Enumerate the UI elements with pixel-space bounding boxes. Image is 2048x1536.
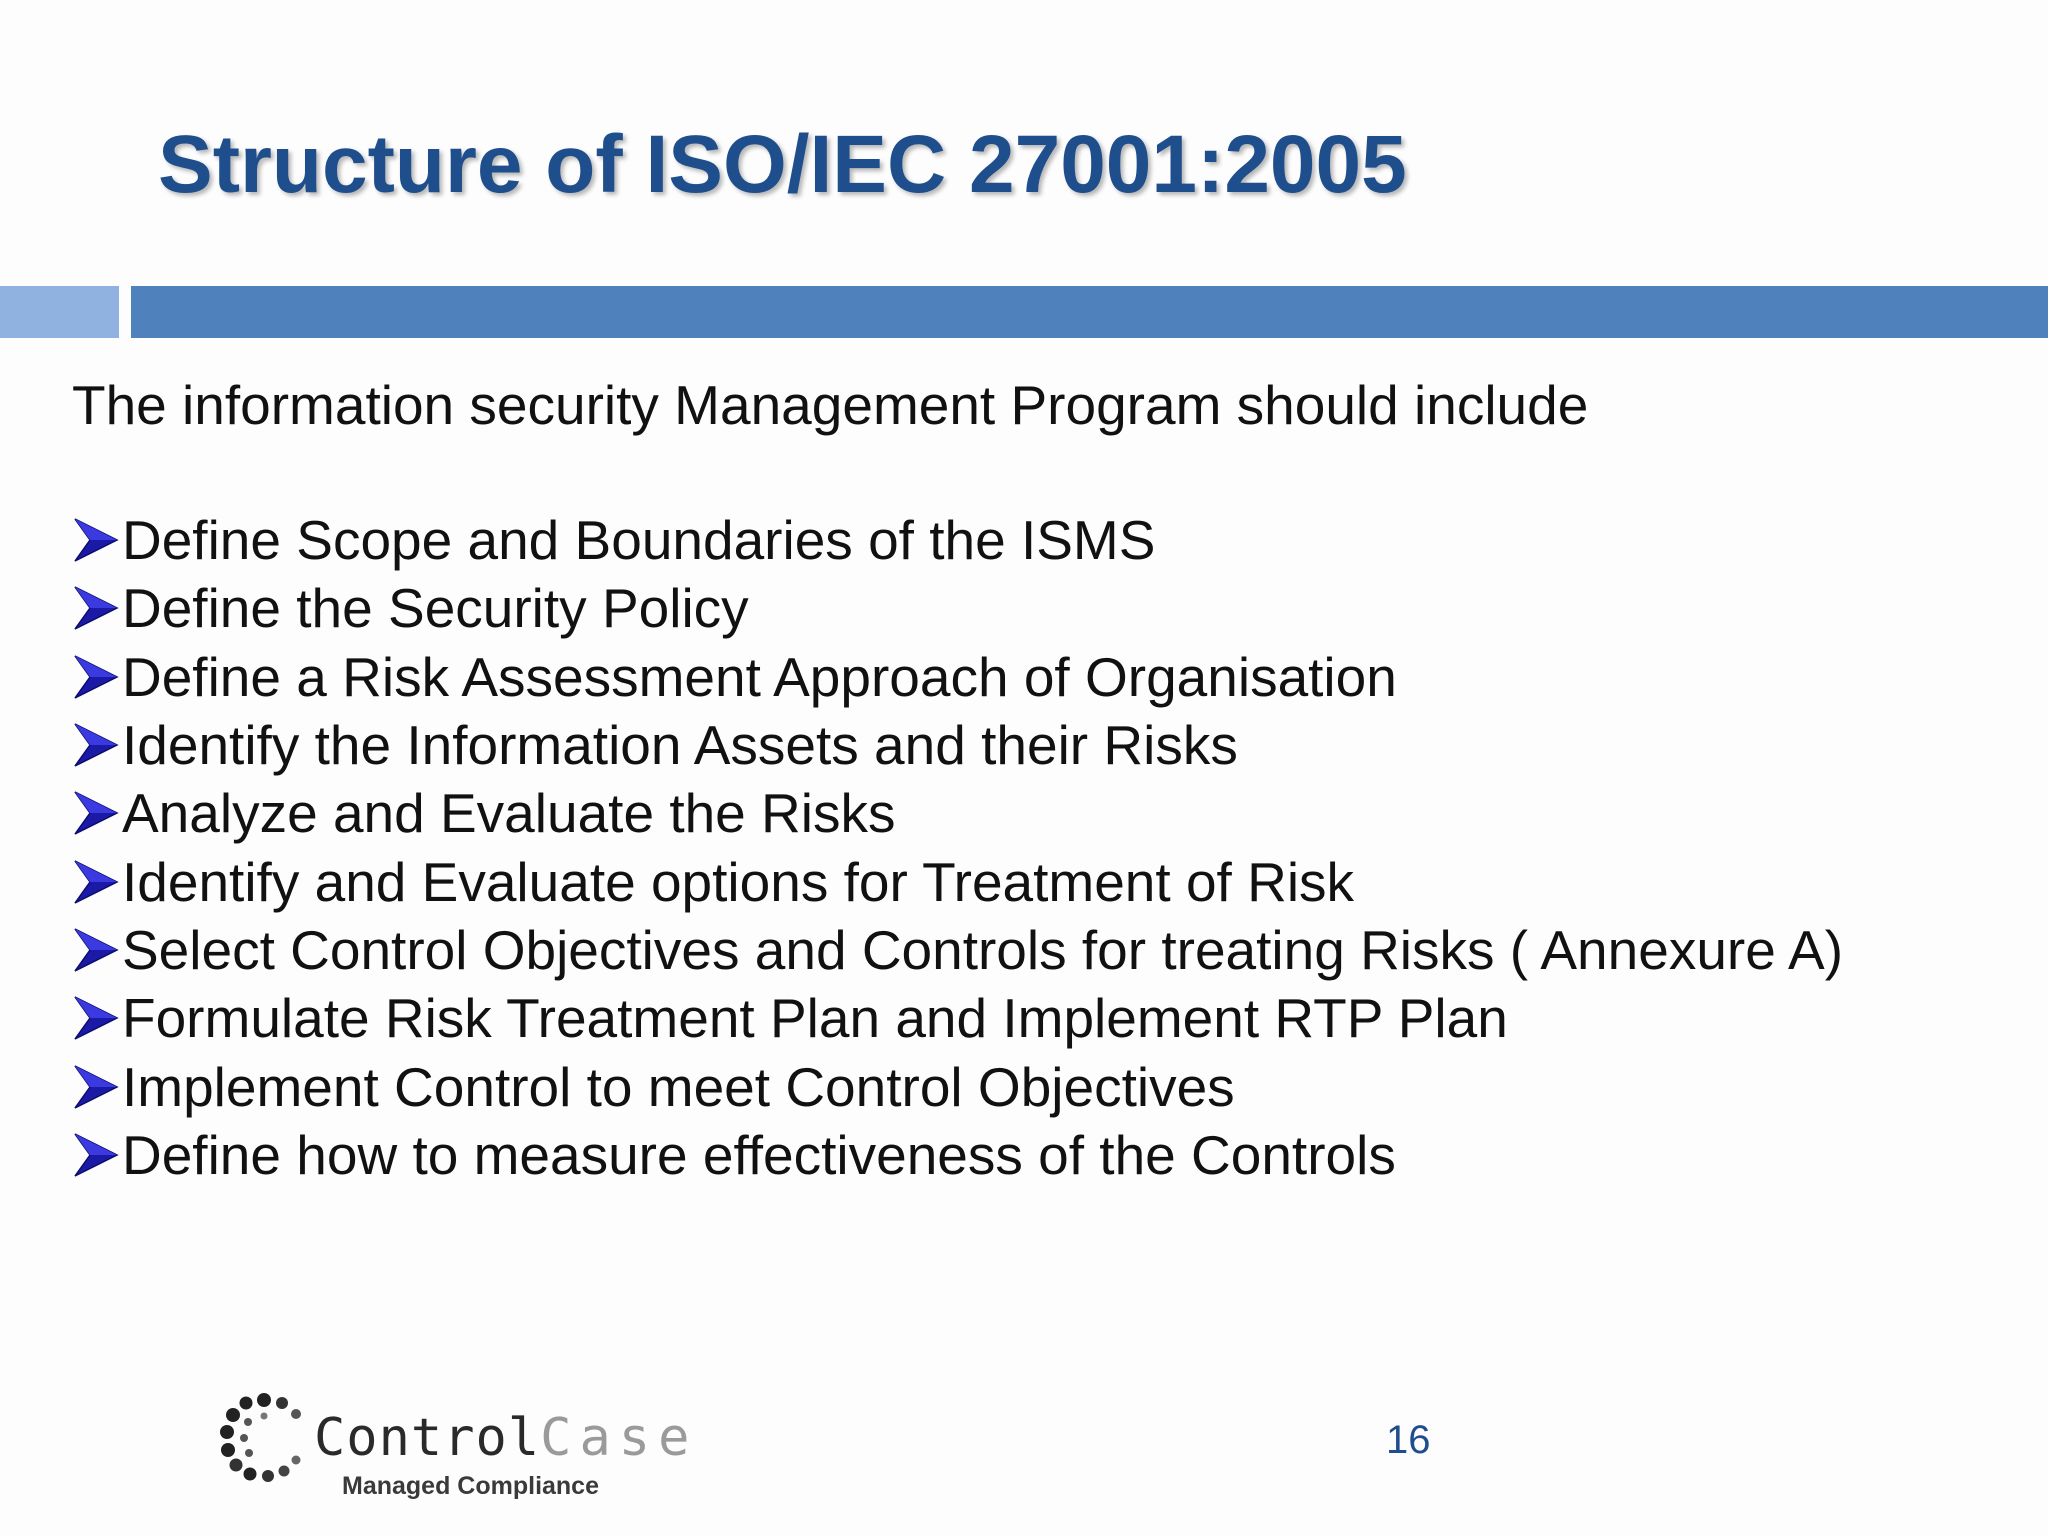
header-band — [131, 286, 2048, 338]
dotted-c-logo-icon — [218, 1390, 310, 1482]
list-item — [72, 574, 1843, 642]
arrow-bullet-icon — [72, 516, 120, 564]
bullet-text: Identify and Evaluate options for Treatment of Risk — [122, 850, 1355, 913]
intro-text: The information security Management Program should include — [72, 374, 1589, 436]
bullet-text: Formulate Risk Treatment Plan and Implement RTP Plan — [122, 987, 1508, 1050]
arrow-bullet-icon — [72, 653, 120, 701]
list-item — [72, 643, 1843, 711]
list-item — [72, 711, 1843, 779]
bullet-text: Implement Control to meet Control Objectives — [122, 1055, 1235, 1118]
slide-title: Structure of ISO/IEC 27001:2005 — [158, 119, 1407, 210]
list-item — [72, 779, 1843, 847]
list-item — [72, 916, 1843, 984]
list-item — [72, 1052, 1843, 1120]
bullet-text: Select Control Objectives and Controls for treating Risks ( Annexure A) — [122, 918, 1844, 981]
list-item — [72, 1121, 1843, 1189]
arrow-bullet-icon — [72, 584, 120, 632]
list-item — [72, 984, 1843, 1052]
arrow-bullet-icon — [72, 858, 120, 906]
logo-tagline: Managed Compliance — [342, 1472, 599, 1500]
company-logo — [218, 1390, 698, 1508]
arrow-bullet-icon — [72, 926, 120, 974]
bullet-list — [72, 506, 1843, 1189]
bullet-text: Define Scope and Boundaries of the ISMS — [122, 509, 1156, 572]
arrow-bullet-icon — [72, 721, 120, 769]
bullet-text: Analyze and Evaluate the Risks — [122, 782, 896, 845]
arrow-bullet-icon — [72, 994, 120, 1042]
header-band-accent — [0, 286, 119, 338]
logo-wordmark — [314, 1410, 697, 1466]
arrow-bullet-icon — [72, 1131, 120, 1179]
arrow-bullet-icon — [72, 789, 120, 837]
page-number: 16 — [1386, 1418, 1431, 1462]
bullet-text: Define how to measure effectiveness of the Controls — [122, 1123, 1396, 1186]
bullet-text: Define a Risk Assessment Approach of Organisation — [122, 645, 1397, 708]
logo-word-primary: Control — [314, 1408, 541, 1468]
bullet-text: Define the Security Policy — [122, 577, 749, 640]
bullet-text: Identify the Information Assets and their Risks — [122, 714, 1238, 777]
logo-word-secondary: Case — [540, 1408, 698, 1468]
list-item — [72, 847, 1843, 915]
list-item — [72, 506, 1843, 574]
arrow-bullet-icon — [72, 1063, 120, 1111]
